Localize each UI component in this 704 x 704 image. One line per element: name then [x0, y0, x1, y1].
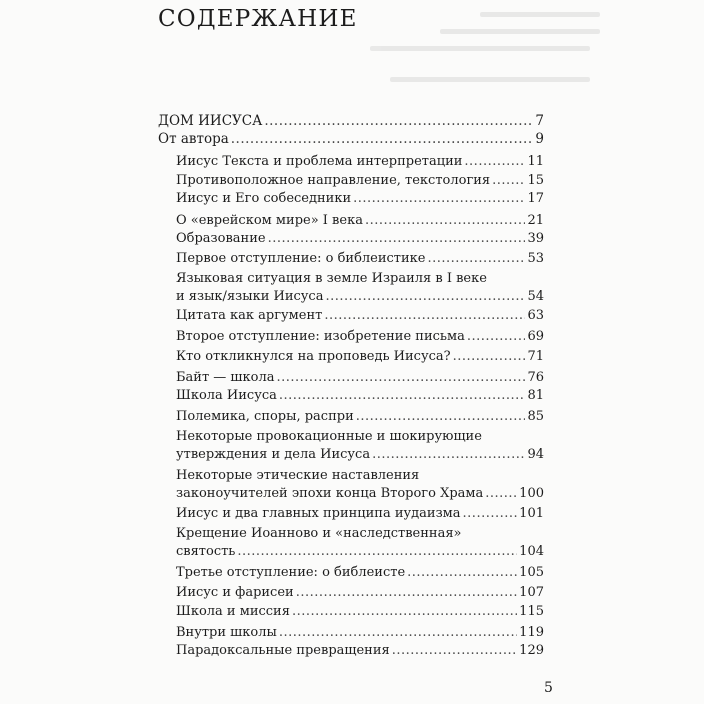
toc-entry-title: ДОМ ИИСУСА	[158, 113, 263, 129]
dot-leader	[279, 624, 517, 641]
toc-entry	[176, 446, 544, 463]
toc-entry-page: 17	[527, 191, 544, 206]
toc-entry-title: и язык/языки Иисуса	[176, 289, 324, 304]
toc-entry	[176, 190, 544, 207]
toc-entry-title: Полемика, споры, распри	[176, 409, 354, 424]
toc-entry	[176, 387, 544, 404]
toc-entry	[176, 485, 544, 502]
toc-author-entry	[158, 131, 544, 148]
toc-entry-title-line1: Некоторые этические наставления	[176, 468, 420, 483]
dot-leader	[276, 369, 525, 386]
toc-part-entry	[158, 113, 544, 130]
dot-leader	[292, 603, 517, 620]
toc-entry-title: Парадоксальные превращения	[176, 643, 390, 658]
toc-entry-page: 53	[527, 251, 544, 266]
toc-entry-page: 85	[527, 409, 544, 424]
toc-entry-title-line1: Крещение Иоанново и «наследственная»	[176, 526, 462, 541]
toc-entry-page: 100	[519, 486, 544, 501]
toc-entry-page: 94	[527, 447, 544, 462]
toc-entry-page: 69	[527, 329, 544, 344]
toc-entry-page: 15	[527, 173, 544, 188]
toc-entry-title: Кто откликнулся на проповедь Иисуса?	[176, 349, 451, 364]
toc-entry	[176, 153, 544, 170]
toc-entry	[176, 369, 544, 386]
toc-entry	[176, 603, 544, 620]
toc-entry-page: 101	[519, 506, 544, 521]
dot-leader	[324, 307, 525, 324]
toc-entry	[176, 230, 544, 247]
toc-entry-title: Иисус и два главных принципа иудаизма	[176, 506, 461, 521]
toc-entry	[176, 584, 544, 601]
toc-entry-title: Первое отступление: о библеистике	[176, 251, 426, 266]
toc-entry-page: 63	[527, 308, 544, 323]
dot-leader	[353, 190, 525, 207]
toc-entry-page: 107	[519, 585, 544, 600]
dot-leader	[407, 564, 517, 581]
dot-leader	[464, 153, 525, 170]
toc-entry-title: Школа Иисуса	[176, 388, 277, 403]
dot-leader	[264, 113, 533, 130]
toc-entry-page: 71	[527, 349, 544, 364]
toc-entry-title-line1: Некоторые провокационные и шокирующие	[176, 429, 482, 444]
toc-entry-page: 119	[519, 625, 544, 640]
page-title: СОДЕРЖАНИЕ	[158, 6, 358, 32]
toc-entry	[176, 408, 544, 425]
toc-entry	[176, 543, 544, 560]
dot-leader	[485, 485, 517, 502]
toc-entry-title: От автора	[158, 131, 229, 147]
toc-entry	[176, 212, 544, 229]
toc-entry	[176, 288, 544, 305]
dot-leader	[453, 348, 526, 365]
toc-entry-page: 21	[527, 213, 544, 228]
toc-entry-title: законоучителей эпохи конца Второго Храма	[176, 486, 484, 501]
toc-entry-page: 54	[527, 289, 544, 304]
toc-entry-title: Иисус и Его собеседники	[176, 191, 352, 206]
toc-entry-title: Иисус и фарисеи	[176, 585, 294, 600]
toc-entry-page: 76	[527, 370, 544, 385]
toc-entry	[176, 505, 544, 522]
toc-entry-title: Цитата как аргумент	[176, 308, 323, 323]
toc-entry-page: 39	[527, 231, 544, 246]
toc-entry-title: святость	[176, 544, 236, 559]
toc-entry-title: Противоположное направление, текстология	[176, 173, 491, 188]
dot-leader	[365, 212, 526, 229]
toc-entry-page: 115	[519, 604, 544, 619]
dot-leader	[372, 446, 525, 463]
toc-entry	[176, 348, 544, 365]
toc-entry-page: 105	[519, 565, 544, 580]
toc-entry-page: 7	[535, 113, 544, 129]
dot-leader	[467, 328, 526, 345]
page-number: 5	[544, 680, 553, 696]
toc-entry-title: Байт — школа	[176, 370, 275, 385]
toc-entry-title: Школа и миссия	[176, 604, 290, 619]
dot-leader	[279, 387, 526, 404]
toc-entry-page: 9	[535, 131, 544, 147]
toc-entry	[176, 624, 544, 641]
toc-entry-title: Третье отступление: о библеисте	[176, 565, 406, 580]
dot-leader	[463, 505, 518, 522]
toc-entry	[176, 250, 544, 267]
toc-entry-title: О «еврейском мире» I века	[176, 213, 363, 228]
toc-entry	[176, 642, 544, 659]
toc-entry-page: 81	[527, 388, 544, 403]
toc-entry-title: Второе отступление: изобретение письма	[176, 329, 465, 344]
dot-leader	[356, 408, 526, 425]
dot-leader	[268, 230, 526, 247]
toc-entry-title-line1: Языковая ситуация в земле Израиля в I веке	[176, 271, 487, 286]
toc-entry-title: Внутри школы	[176, 625, 277, 640]
toc-entry-title: Иисус Текста и проблема интерпретации	[176, 154, 463, 169]
toc-entry	[176, 564, 544, 581]
toc-entry-page: 11	[527, 154, 544, 169]
dot-leader	[427, 250, 525, 267]
toc-entry-page: 104	[519, 544, 544, 559]
dot-leader	[231, 131, 534, 148]
dot-leader	[296, 584, 517, 601]
dot-leader	[237, 543, 517, 560]
toc-entry-title: Образование	[176, 231, 266, 246]
toc-entry	[176, 172, 544, 189]
dot-leader	[392, 642, 517, 659]
toc-entry	[176, 328, 544, 345]
toc-entry-title: утверждения и дела Иисуса	[176, 447, 371, 462]
toc-entry	[176, 307, 544, 324]
dot-leader	[325, 288, 525, 305]
toc-entry-page: 129	[519, 643, 544, 658]
dot-leader	[492, 172, 525, 189]
